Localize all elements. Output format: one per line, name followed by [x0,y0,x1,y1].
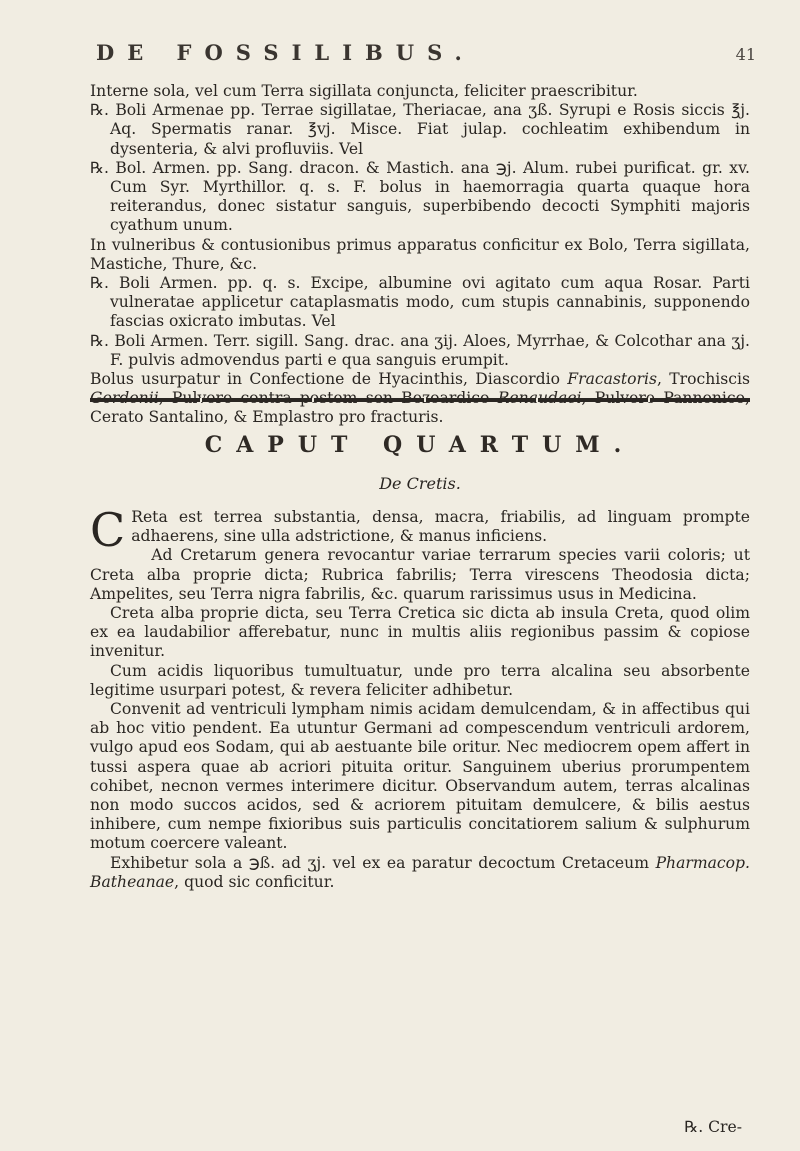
paragraph: Ad Cretarum genera revocantur variae terrarum species varii coloris; ut Creta alba proprie dicta; Rubrica fabrilis; Terra virescens Theodosia dicta; Ampelites, seu Terra nigra fabrilis, &c. quarum rarissimus usus in Medicina. [90,546,750,603]
paragraph [90,854,750,892]
ornamental-rule [90,398,750,402]
paragraph: Convenit ad ventriculi lympham nimis acidam demulcendam, & in affectibus qui ab hoc vitio pendent. Ea utuntur Germani ad compescendum ventriculi ardorem, vulgo apud eos Sodam, qui ab aestuante bile oritur. Nec mediocrem opem affert in tussi aspera quae ab acriori pituita oritur. Sanguinem uberius prorumpentem cohibet, necnon vermes interimere dicitur. Observandum autem, terras alcalinas non modo succos acidos, sed & acriorem pituitam demulcere, & bilis aestus inhibere, cum nempe fixioribus suis particulis concitatiorem salium & sulphurum motum coercere valeant. [90,700,750,853]
text-run: Reta est terrea substantia, densa, macra, friabilis, ad linguam prompte adhaerens, sine ulla adstrictione, & manus inficiens. [131,508,750,546]
text-run: Exhibetur sola a ℈ß. ad ʒj. vel ex ea paratur decoctum Cretaceum [110,853,649,872]
text-run: , Trochiscis [657,370,750,389]
top-section [90,82,750,428]
italic-name: Pharmacop. Batheanae [90,853,750,891]
recipe-paragraph: ℞. Boli Armen. pp. q. s. Excipe, albumine ovi agitato cum aqua Rosar. Parti vulneratae applicetur cataplasmatis modo, cum stupis cannabinis, supponendo fascias oxicrato imbutas. Vel [90,274,750,331]
main-body [90,503,750,892]
text-run: Bolus usurpatur in Confectione de Hyacinthis, Diascordio [90,370,560,389]
running-title: DE FOSSILIBUS. [96,40,475,65]
paragraph: In vulneribus & contusionibus primus apparatus conficitur ex Bolo, Terra sigillata, Mastiche, Thure, &c. [90,235,750,273]
text-run: Cerato Santalino, & Emplastro pro fracturis. [90,408,444,427]
paragraph [90,503,750,557]
paragraph: Interne sola, vel cum Terra sigillata conjuncta, feliciter praescribitur. [90,82,638,100]
text-run: , quod sic conficitur. [174,872,335,891]
page-number: 41 [735,45,756,64]
catchword: ℞. Cre- [684,1118,742,1136]
chapter-title: CAPUT QUARTUM. [204,432,636,458]
running-head [96,40,756,65]
chapter-subtitle: De Cretis. [379,474,461,493]
recipe-paragraph: ℞. Boli Armen. Terr. sigill. Sang. drac. ana ʒij. Aloes, Myrrhae, & Colcothar ana ʒj. F. pulvis admovendus parti e qua sanguis erumpit. [90,331,750,369]
paragraph: Cum acidis liquoribus tumultuatur, unde pro terra alcalina seu absorbente legitime usurpari potest, & revera feliciter adhibetur. [90,661,750,699]
paragraph: Creta alba proprie dicta, seu Terra Cretica sic dicta ab insula Creta, quod olim ex ea laudabilior afferebatur, nunc in multis aliis regionibus passim & copiose invenitur. [90,604,750,661]
recipe-paragraph: ℞. Bol. Armen. pp. Sang. dracon. & Mastich. ana ℈j. Alum. rubei purificat. gr. xv. Cum Syr. Myrthillor. q. s. F. bolus in haemorragia quarta quaque hora reiterandus, donec sistatur sanguis, superbibendo decocti Symphiti majoris cyathum unum. [90,158,750,235]
recipe-paragraph: ℞. Boli Armenae pp. Terrae sigillatae, Theriacae, ana ʒß. Syrupi e Rosis siccis ℥j. Aq. Spermatis ranar. ℥vj. Misce. Fiat julap. cochleatim exhibendum in dysenteria, & alvi profluviis. Vel [90,101,750,158]
drop-cap: C [90,503,126,557]
italic-name: Fracastoris [567,370,657,389]
